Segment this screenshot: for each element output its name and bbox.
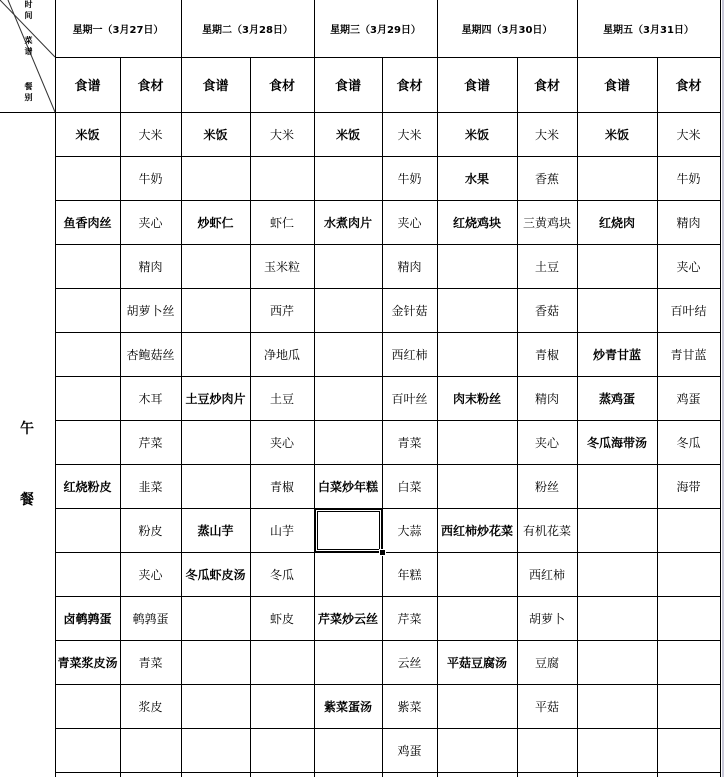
day-header: 星期五（3月31日） [603, 25, 694, 36]
grid-line [55, 420, 721, 421]
grid-line [55, 464, 721, 465]
ingredient-cell[interactable]: 精肉 [138, 259, 163, 274]
ingredient-cell[interactable]: 夹心 [397, 215, 422, 230]
recipe-cell[interactable] [181, 464, 250, 508]
recipe-cell[interactable]: 红烧肉 [598, 215, 635, 230]
ingredient-cell[interactable]: 牛奶 [138, 171, 163, 186]
recipe-cell[interactable]: 米饭 [203, 127, 228, 142]
fill-handle[interactable] [379, 549, 386, 556]
ingredient-cell[interactable]: 净地瓜 [263, 347, 300, 362]
recipe-cell[interactable]: 水果 [464, 171, 489, 186]
recipe-cell[interactable] [437, 288, 517, 332]
ingredient-cell[interactable]: 鸡蛋 [397, 743, 422, 758]
recipe-cell[interactable]: 白菜炒年糕 [317, 479, 378, 494]
recipe-cell[interactable] [314, 332, 382, 376]
ingredient-cell[interactable] [120, 728, 181, 772]
recipe-cell[interactable]: 芹菜炒云丝 [317, 611, 378, 626]
grid-line [55, 244, 721, 245]
grid-line [55, 200, 721, 201]
recipe-cell[interactable] [437, 596, 517, 640]
ingredient-cell[interactable]: 平菇 [534, 699, 559, 714]
ingredient-cell[interactable]: 粉皮 [138, 523, 163, 538]
ingredient-cell[interactable]: 山芋 [269, 523, 294, 538]
recipe-cell[interactable]: 肉末粉丝 [452, 391, 501, 406]
grid-line [517, 57, 518, 777]
grid-line [55, 57, 721, 58]
ingredient-column-header: 食材 [675, 79, 702, 94]
ingredient-cell[interactable]: 精肉 [676, 215, 701, 230]
recipe-cell[interactable]: 蒸山芋 [197, 523, 234, 538]
recipe-cell[interactable] [55, 728, 120, 772]
ingredient-cell[interactable] [657, 684, 720, 728]
grid-line [0, 112, 721, 113]
day-header: 星期三（3月29日） [330, 25, 421, 36]
grid-line [720, 0, 721, 777]
ingredient-cell[interactable]: 金针菇 [391, 303, 428, 318]
ingredient-cell[interactable] [657, 728, 720, 772]
grid-line [577, 0, 578, 777]
recipe-cell[interactable] [437, 464, 517, 508]
recipe-cell[interactable] [437, 420, 517, 464]
grid-line [181, 0, 182, 777]
ingredient-cell[interactable]: 胡萝卜丝 [126, 303, 175, 318]
ingredient-column-header: 食材 [533, 79, 560, 94]
recipe-cell[interactable] [577, 728, 657, 772]
ingredient-cell[interactable] [517, 728, 577, 772]
grid-line [55, 0, 56, 777]
grid-line [55, 552, 721, 553]
ingredient-cell[interactable]: 牛奶 [397, 171, 422, 186]
grid-line [382, 57, 383, 777]
ingredient-cell[interactable] [657, 508, 720, 552]
recipe-cell[interactable] [181, 728, 250, 772]
recipe-cell[interactable] [314, 376, 382, 420]
day-header: 星期一（3月27日） [72, 25, 164, 36]
ingredient-cell[interactable]: 大米 [534, 127, 559, 142]
recipe-cell[interactable] [181, 640, 250, 684]
ingredient-cell[interactable]: 胡萝卜 [528, 611, 565, 626]
recipe-cell[interactable] [577, 596, 657, 640]
recipe-cell[interactable] [577, 508, 657, 552]
recipe-cell[interactable] [181, 156, 250, 200]
recipe-cell[interactable] [577, 244, 657, 288]
corner-recipe-label: 菜谱 [24, 36, 33, 58]
ingredient-cell[interactable]: 牛奶 [676, 171, 701, 186]
recipe-cell[interactable]: 红烧粉皮 [63, 479, 112, 494]
ingredient-cell[interactable]: 芹菜 [138, 435, 163, 450]
ingredient-cell[interactable]: 年糕 [397, 567, 422, 582]
recipe-cell[interactable]: 米饭 [604, 127, 629, 142]
recipe-cell[interactable] [577, 464, 657, 508]
recipe-cell[interactable] [314, 420, 382, 464]
recipe-cell[interactable] [55, 508, 120, 552]
ingredient-cell[interactable]: 芹菜 [397, 611, 422, 626]
ingredient-cell[interactable]: 精肉 [397, 259, 422, 274]
recipe-cell[interactable] [577, 684, 657, 728]
recipe-cell[interactable] [577, 640, 657, 684]
recipe-cell[interactable] [577, 552, 657, 596]
recipe-cell[interactable] [55, 552, 120, 596]
recipe-column-header: 食谱 [202, 79, 229, 94]
recipe-cell[interactable] [314, 156, 382, 200]
ingredient-cell[interactable] [250, 684, 314, 728]
grid-line [55, 156, 721, 157]
recipe-cell[interactable]: 冬瓜虾皮汤 [185, 567, 246, 582]
ingredient-cell[interactable]: 香菇 [534, 303, 559, 318]
ingredient-cell[interactable]: 百叶丝 [391, 391, 428, 406]
recipe-cell[interactable]: 红烧鸡块 [452, 215, 501, 230]
ingredient-cell[interactable]: 三黄鸡块 [522, 215, 571, 230]
ingredient-cell[interactable]: 大米 [397, 127, 422, 142]
grid-line [55, 640, 721, 641]
recipe-cell[interactable]: 青菜浆皮汤 [57, 655, 118, 670]
selected-cell-highlight[interactable] [314, 508, 383, 553]
grid-line [314, 0, 315, 777]
ingredient-cell[interactable]: 青甘蓝 [670, 347, 707, 362]
ingredient-cell[interactable]: 虾皮 [269, 611, 294, 626]
recipe-cell[interactable]: 水煮肉片 [323, 215, 372, 230]
ingredient-cell[interactable]: 精肉 [534, 391, 559, 406]
ingredient-cell[interactable] [250, 156, 314, 200]
recipe-column-header: 食谱 [603, 79, 630, 94]
recipe-cell[interactable] [55, 420, 120, 464]
ingredient-cell[interactable] [250, 728, 314, 772]
ingredient-column-header: 食材 [137, 79, 164, 94]
recipe-cell[interactable] [437, 552, 517, 596]
recipe-column-header: 食谱 [74, 79, 101, 94]
ingredient-cell[interactable]: 浆皮 [138, 699, 163, 714]
ingredient-cell[interactable]: 西红柿 [391, 347, 428, 362]
recipe-cell[interactable] [181, 244, 250, 288]
ingredient-cell[interactable]: 杏鲍菇丝 [126, 347, 175, 362]
corner-meal-type-label: 餐别 [24, 82, 33, 104]
ingredient-cell[interactable]: 鹌鹑蛋 [132, 611, 169, 626]
ingredient-cell[interactable]: 白菜 [397, 479, 422, 494]
recipe-cell[interactable] [181, 420, 250, 464]
ingredient-column-header: 食材 [268, 79, 295, 94]
ingredient-cell[interactable] [657, 552, 720, 596]
ingredient-cell[interactable]: 大米 [676, 127, 701, 142]
recipe-cell[interactable] [437, 332, 517, 376]
recipe-cell[interactable] [55, 376, 120, 420]
grid-line [250, 57, 251, 777]
ingredient-cell[interactable]: 青椒 [534, 347, 559, 362]
recipe-cell[interactable]: 米饭 [335, 127, 360, 142]
recipe-cell[interactable] [55, 288, 120, 332]
ingredient-cell[interactable]: 玉米粒 [263, 259, 300, 274]
recipe-cell[interactable] [181, 596, 250, 640]
ingredient-cell[interactable]: 大米 [269, 127, 294, 142]
ingredient-cell[interactable]: 土豆 [534, 259, 559, 274]
recipe-cell[interactable] [181, 684, 250, 728]
recipe-cell[interactable] [55, 244, 120, 288]
recipe-cell[interactable] [314, 288, 382, 332]
ingredient-cell[interactable]: 夹心 [138, 215, 163, 230]
recipe-cell[interactable]: 米饭 [75, 127, 100, 142]
grid-line [437, 0, 438, 777]
meal-label-can: 餐 [20, 492, 34, 508]
ingredient-cell[interactable] [657, 596, 720, 640]
recipe-cell[interactable] [55, 684, 120, 728]
grid-line [55, 508, 721, 509]
ingredient-cell[interactable]: 韭菜 [138, 479, 163, 494]
recipe-cell[interactable]: 鱼香肉丝 [63, 215, 112, 230]
recipe-cell[interactable] [577, 156, 657, 200]
ingredient-cell[interactable]: 云丝 [397, 655, 422, 670]
ingredient-cell[interactable]: 夹心 [534, 435, 559, 450]
grid-line [55, 772, 721, 773]
ingredient-cell[interactable]: 豆腐 [534, 655, 559, 670]
ingredient-cell[interactable]: 夹心 [138, 567, 163, 582]
ingredient-cell[interactable]: 冬瓜 [269, 567, 294, 582]
recipe-cell[interactable] [314, 244, 382, 288]
grid-line [657, 57, 658, 777]
recipe-cell[interactable] [314, 552, 382, 596]
recipe-cell[interactable] [577, 288, 657, 332]
ingredient-cell[interactable]: 有机花菜 [522, 523, 571, 538]
ingredient-cell[interactable]: 紫菜 [397, 699, 422, 714]
recipe-column-header: 食谱 [334, 79, 361, 94]
ingredient-cell[interactable]: 西红柿 [528, 567, 565, 582]
recipe-cell[interactable] [437, 728, 517, 772]
recipe-cell[interactable] [181, 332, 250, 376]
ingredient-cell[interactable]: 土豆 [269, 391, 294, 406]
recipe-cell[interactable]: 蒸鸡蛋 [598, 391, 635, 406]
grid-line [55, 684, 721, 685]
ingredient-cell[interactable]: 百叶结 [670, 303, 707, 318]
grid-line [55, 288, 721, 289]
recipe-cell[interactable]: 冬瓜海带汤 [586, 435, 647, 450]
recipe-cell[interactable] [437, 684, 517, 728]
ingredient-cell[interactable]: 大蒜 [397, 523, 422, 538]
ingredient-cell[interactable]: 大米 [138, 127, 163, 142]
ingredient-cell[interactable]: 虾仁 [269, 215, 294, 230]
ingredient-cell[interactable]: 冬瓜 [676, 435, 701, 450]
recipe-cell[interactable]: 卤鹌鹑蛋 [63, 611, 112, 626]
ingredient-cell[interactable]: 青菜 [397, 435, 422, 450]
meal-label-wu: 午 [20, 421, 34, 437]
day-header: 星期四（3月30日） [461, 25, 553, 36]
ingredient-cell[interactable] [657, 640, 720, 684]
ingredient-cell[interactable]: 夹心 [269, 435, 294, 450]
ingredient-cell[interactable]: 青椒 [269, 479, 294, 494]
recipe-cell[interactable] [314, 728, 382, 772]
ingredient-cell[interactable]: 青菜 [138, 655, 163, 670]
grid-line [55, 376, 721, 377]
recipe-cell[interactable] [314, 640, 382, 684]
recipe-column-header: 食谱 [463, 79, 490, 94]
recipe-cell[interactable]: 炒虾仁 [197, 215, 234, 230]
ingredient-cell[interactable]: 木耳 [138, 391, 163, 406]
corner-time-label: 时间 [24, 0, 33, 22]
recipe-cell[interactable] [55, 156, 120, 200]
ingredient-column-header: 食材 [396, 79, 423, 94]
grid-line [120, 57, 121, 777]
ingredient-cell[interactable]: 海带 [676, 479, 701, 494]
ingredient-cell[interactable]: 鸡蛋 [676, 391, 701, 406]
recipe-cell[interactable]: 土豆炒肉片 [185, 391, 246, 406]
ingredient-cell[interactable] [250, 640, 314, 684]
grid-line [55, 596, 721, 597]
ingredient-cell[interactable]: 香蕉 [534, 171, 559, 186]
ingredient-cell[interactable]: 西芹 [269, 303, 294, 318]
grid-line [55, 728, 721, 729]
recipe-cell[interactable]: 炒青甘蓝 [592, 347, 641, 362]
ingredient-cell[interactable]: 粉丝 [534, 479, 559, 494]
recipe-cell[interactable]: 平菇豆腐汤 [446, 655, 507, 670]
recipe-cell[interactable] [437, 244, 517, 288]
recipe-cell[interactable]: 米饭 [464, 127, 489, 142]
ingredient-cell[interactable]: 夹心 [676, 259, 701, 274]
recipe-cell[interactable]: 西红柿炒花菜 [440, 523, 513, 538]
day-header: 星期二（3月28日） [202, 25, 293, 36]
recipe-cell[interactable] [55, 332, 120, 376]
recipe-cell[interactable]: 紫菜蛋汤 [323, 699, 372, 714]
grid-line [55, 332, 721, 333]
recipe-cell[interactable] [181, 288, 250, 332]
